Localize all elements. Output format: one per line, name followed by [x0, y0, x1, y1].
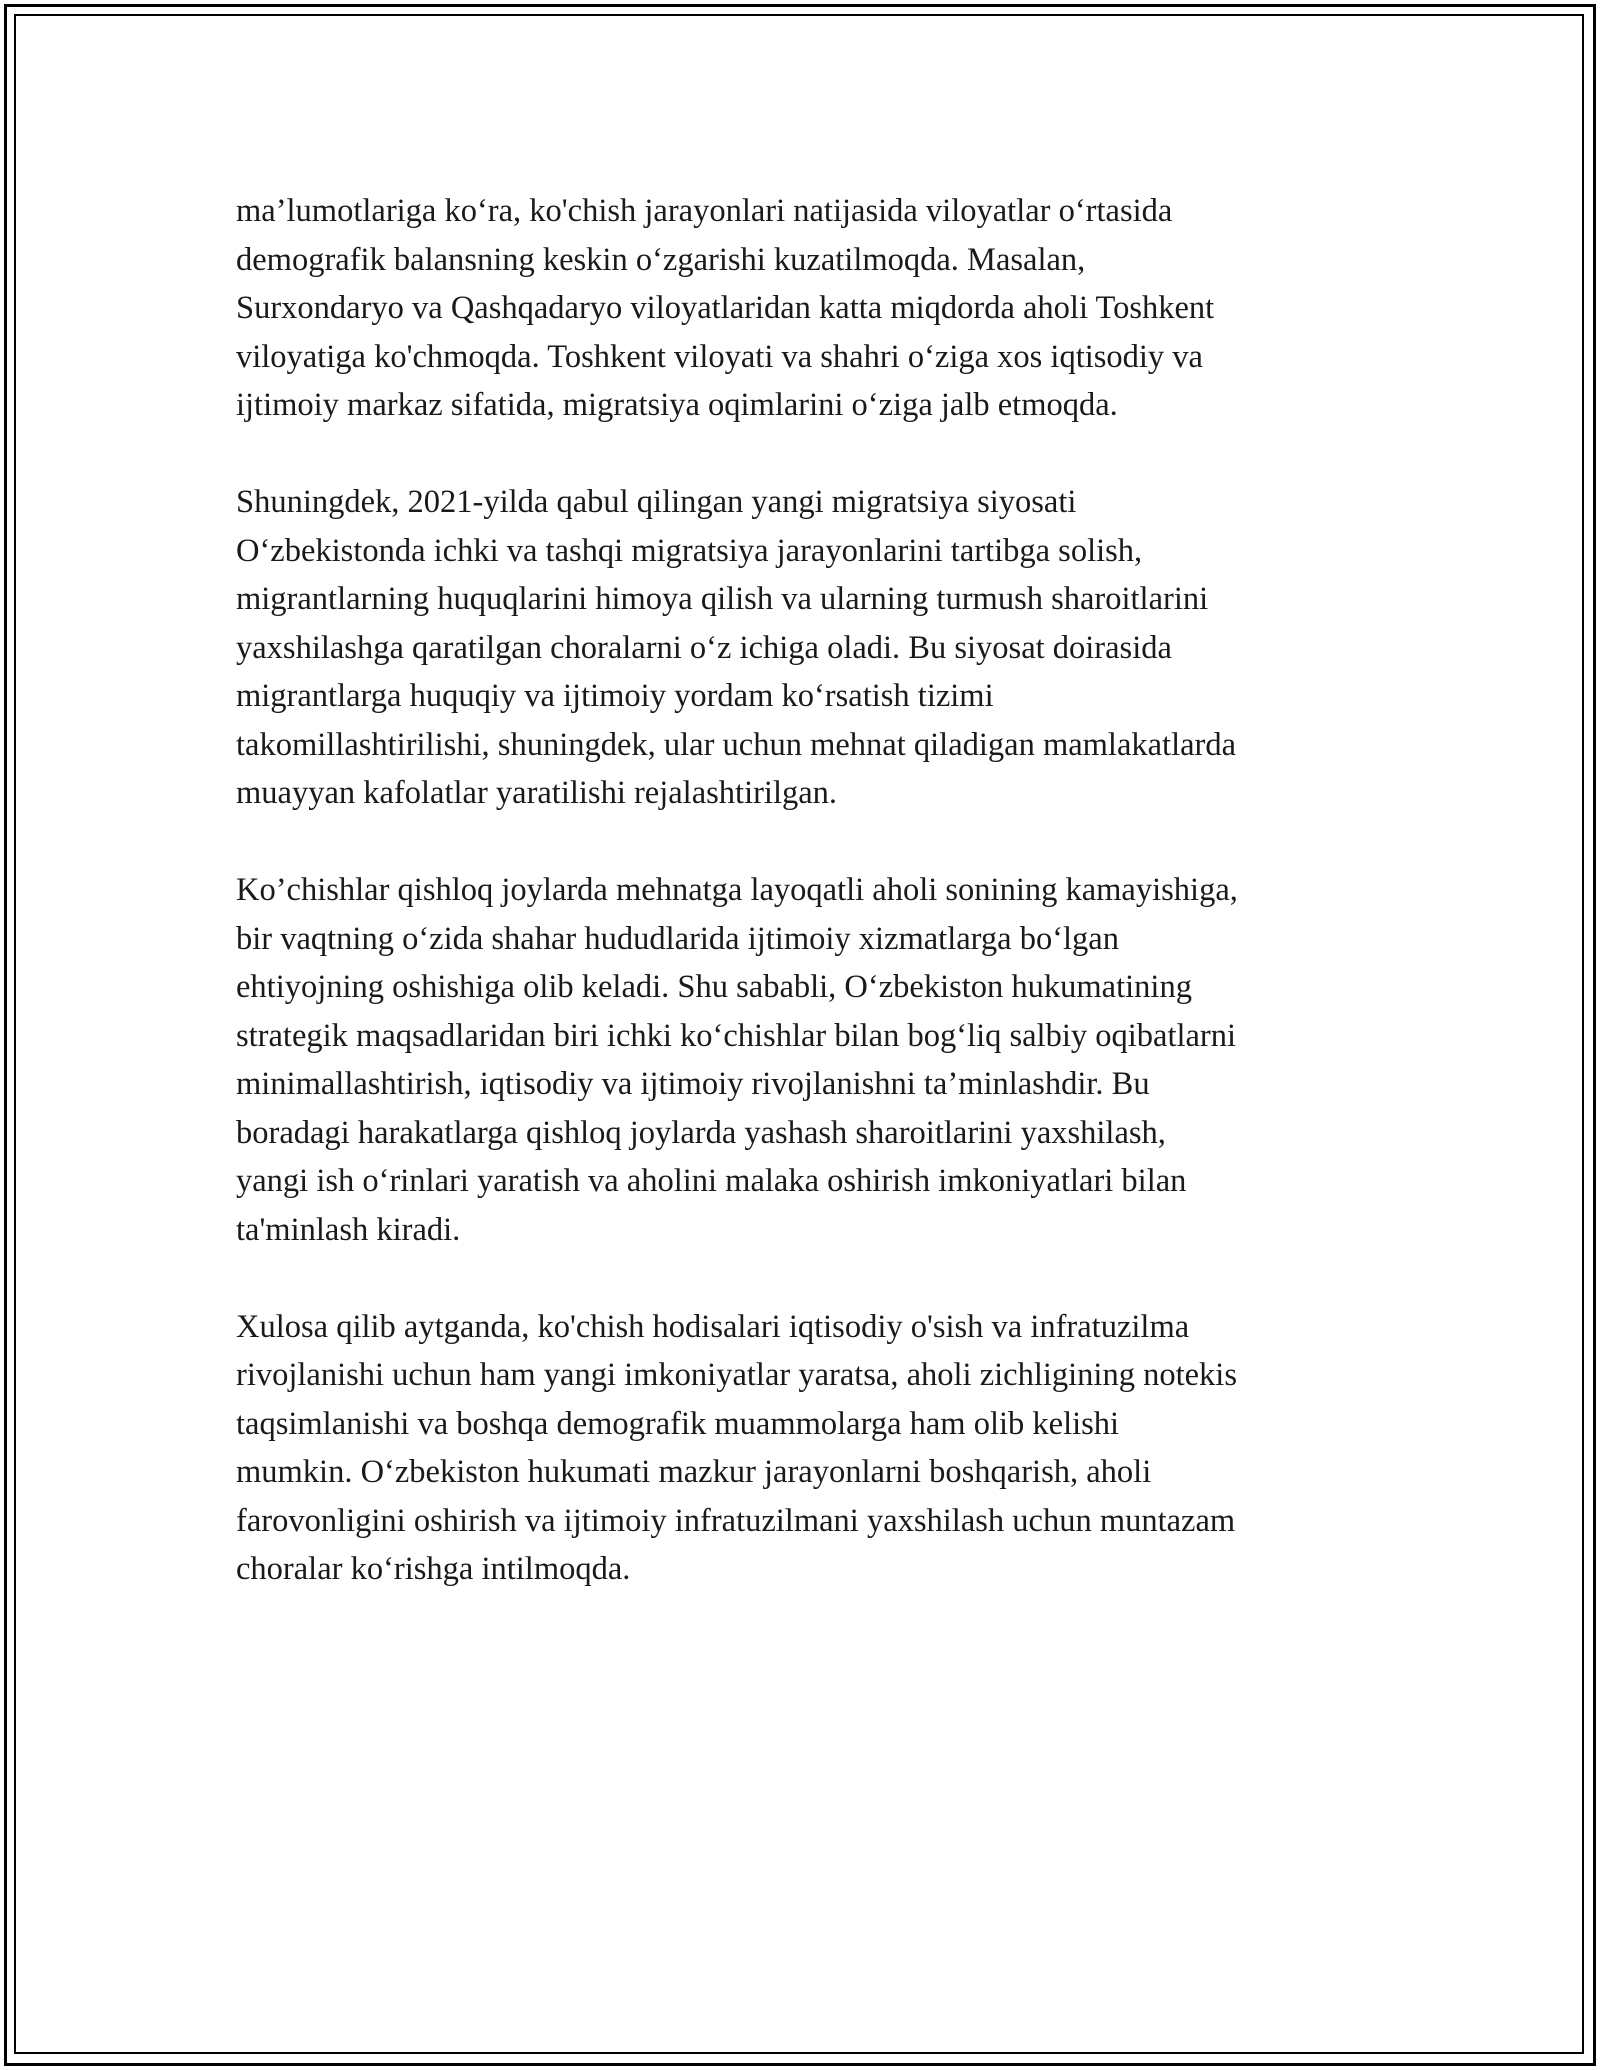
paragraph-rural-impact: Ko’chishlar qishloq joylarda mehnatga layoqatli aholi sonining kamayishiga, bir vaqtning oʻzida shahar hududlarida ijtimoiy xizmatlarga boʻlgan ehtiyojning oshishiga olib keladi. Shu sababli, Oʻzbekiston hukumatining strategik maqsadlaridan biri ichki koʻchishlar bilan bogʻliq salbiy oqibatlarni minimallashtirish, iqtisodiy va ijtimoiy rivojlanishni ta’minlashdir. Bu boradagi harakatlarga qishloq joylarda yashash sharoitlarini yaxshilash, yangi ish oʻrinlari yaratish va aholini malaka oshirish imkoniyatlari bilan ta'minlash kiradi. [236, 872, 1238, 1248]
document-body [236, 187, 1376, 1642]
paragraph-migration-balance: ma’lumotlariga koʻra, ko'chish jarayonlari natijasida viloyatlar oʻrtasida demografik balansning keskin oʻzgarishi kuzatilmoqda. Masalan, Surxondaryo va Qashqadaryo viloyatlaridan katta miqdorda aholi Toshkent viloyatiga ko'chmoqda. Toshkent viloyati va shahri oʻziga xos iqtisodiy va ijtimoiy markaz sifatida, migratsiya oqimlarini oʻziga jalb etmoqda. [236, 193, 1215, 423]
paragraph-migration-policy: Shuningdek, 2021-yilda qabul qilingan yangi migratsiya siyosati Oʻzbekistonda ichki va tashqi migratsiya jarayonlarini tartibga solish, migrantlarning huquqlarini himoya qilish va ularning turmush sharoitlarini yaxshilashga qaratilgan choralarni oʻz ichiga oladi. Bu siyosat doirasida migrantlarga huquqiy va ijtimoiy yordam koʻrsatish tizimi takomillashtirilishi, shuningdek, ular uchun mehnat qiladigan mamlakatlarda muayyan kafolatlar yaratilishi rejalashtirilgan. [236, 484, 1237, 811]
paragraph-conclusion: Xulosa qilib aytganda, ko'chish hodisalari iqtisodiy o'sish va infratuzilma rivojlanishi uchun ham yangi imkoniyatlar yaratsa, aholi zichligining notekis taqsimlanishi va boshqa demografik muammolarga ham olib kelishi mumkin. Oʻzbekiston hukumati mazkur jarayonlarni boshqarish, aholi farovonligini oshirish va ijtimoiy infratuzilmani yaxshilash uchun muntazam choralar koʻrishga intilmoqda. [236, 1308, 1237, 1587]
